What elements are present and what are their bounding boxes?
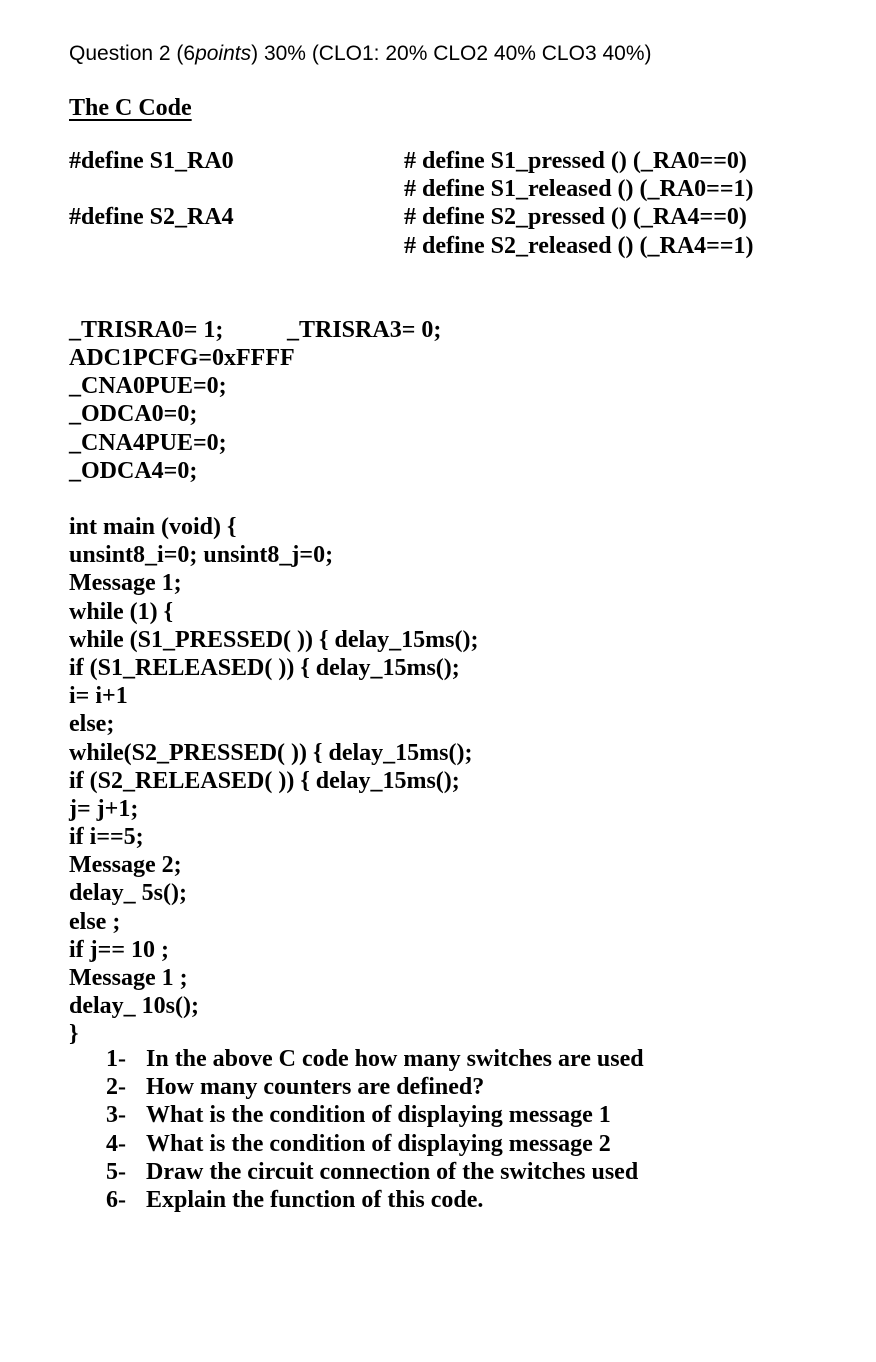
code-line: j= j+1; (69, 795, 139, 822)
code-line: Message 1; (69, 570, 182, 597)
code-line: while (S1_PRESSED( )) { delay_15ms(); (69, 626, 479, 653)
main-code-block (69, 513, 478, 1049)
code-line: unsint8_i=0; unsint8_j=0; (69, 542, 334, 569)
define-macros-block (404, 147, 754, 260)
code-line: if j== 10 ; (69, 936, 169, 963)
header-suffix: ) 30% (CLO1: 20% CLO2 40% CLO3 40%) (251, 42, 652, 65)
config-trisra3: _TRISRA3= 0; (287, 317, 442, 343)
define-s1-pressed: # define S1_pressed () (_RA0==0) (404, 148, 747, 174)
code-line: i= i+1 (69, 683, 128, 710)
code-line: delay_ 10s(); (69, 993, 199, 1020)
code-line: delay_ 5s(); (69, 880, 187, 907)
question-text: Explain the function of this code. (146, 1186, 484, 1213)
question-item (106, 1101, 644, 1129)
code-line: while (1) { (69, 598, 174, 625)
question-number: 5- (106, 1158, 126, 1185)
question-text: What is the condition of displaying message 2 (146, 1130, 611, 1157)
config-line: ADC1PCFG=0xFFFF (69, 345, 295, 371)
config-line: _ODCA4=0; (69, 457, 198, 484)
config-line: _CNA0PUE=0; (69, 373, 227, 400)
define-s1: #define S1_RA0 (69, 148, 234, 174)
code-line: Message 2; (69, 852, 182, 879)
question-number: 1- (106, 1046, 126, 1072)
code-line: int main (void) { (69, 514, 237, 540)
question-number: 4- (106, 1130, 126, 1157)
header-prefix: Question 2 (6 (69, 42, 196, 65)
header-points-word: points (195, 42, 252, 65)
question-item (106, 1158, 644, 1186)
code-line: } (69, 1021, 79, 1048)
code-line: if i==5; (69, 824, 144, 851)
question-item (106, 1130, 644, 1158)
code-line: else; (69, 711, 115, 738)
question-text: What is the condition of displaying message 1 (146, 1102, 611, 1129)
define-s1-released: # define S1_released () (_RA0==1) (404, 176, 754, 203)
question-item (106, 1186, 644, 1214)
code-line: else ; (69, 908, 121, 935)
question-number: 2- (106, 1074, 126, 1101)
define-s2-pressed: # define S2_pressed () (_RA4==0) (404, 204, 747, 231)
code-line: if (S1_RELEASED( )) { delay_15ms(); (69, 654, 460, 681)
question-item (106, 1045, 644, 1073)
code-line: if (S2_RELEASED( )) { delay_15ms(); (69, 767, 460, 794)
question-header (69, 40, 651, 68)
question-text: Draw the circuit connection of the switches used (146, 1158, 639, 1185)
question-list (106, 1045, 644, 1214)
question-item (106, 1073, 644, 1101)
section-title: The C Code (69, 95, 192, 121)
question-text: How many counters are defined? (146, 1074, 485, 1101)
question-number: 3- (106, 1102, 126, 1129)
define-s2: #define S2_RA4 (69, 204, 234, 230)
config-line: _CNA4PUE=0; (69, 429, 227, 456)
question-number: 6- (106, 1186, 126, 1213)
code-line: while(S2_PRESSED( )) { delay_15ms(); (69, 739, 473, 766)
config-block (69, 344, 295, 485)
question-text: In the above C code how many switches are used (146, 1046, 644, 1072)
define-s2-released: # define S2_released () (_RA4==1) (404, 232, 754, 259)
config-trisra0: _TRISRA0= 1; (69, 317, 224, 343)
config-line: _ODCA0=0; (69, 401, 198, 428)
code-line: Message 1 ; (69, 965, 188, 991)
